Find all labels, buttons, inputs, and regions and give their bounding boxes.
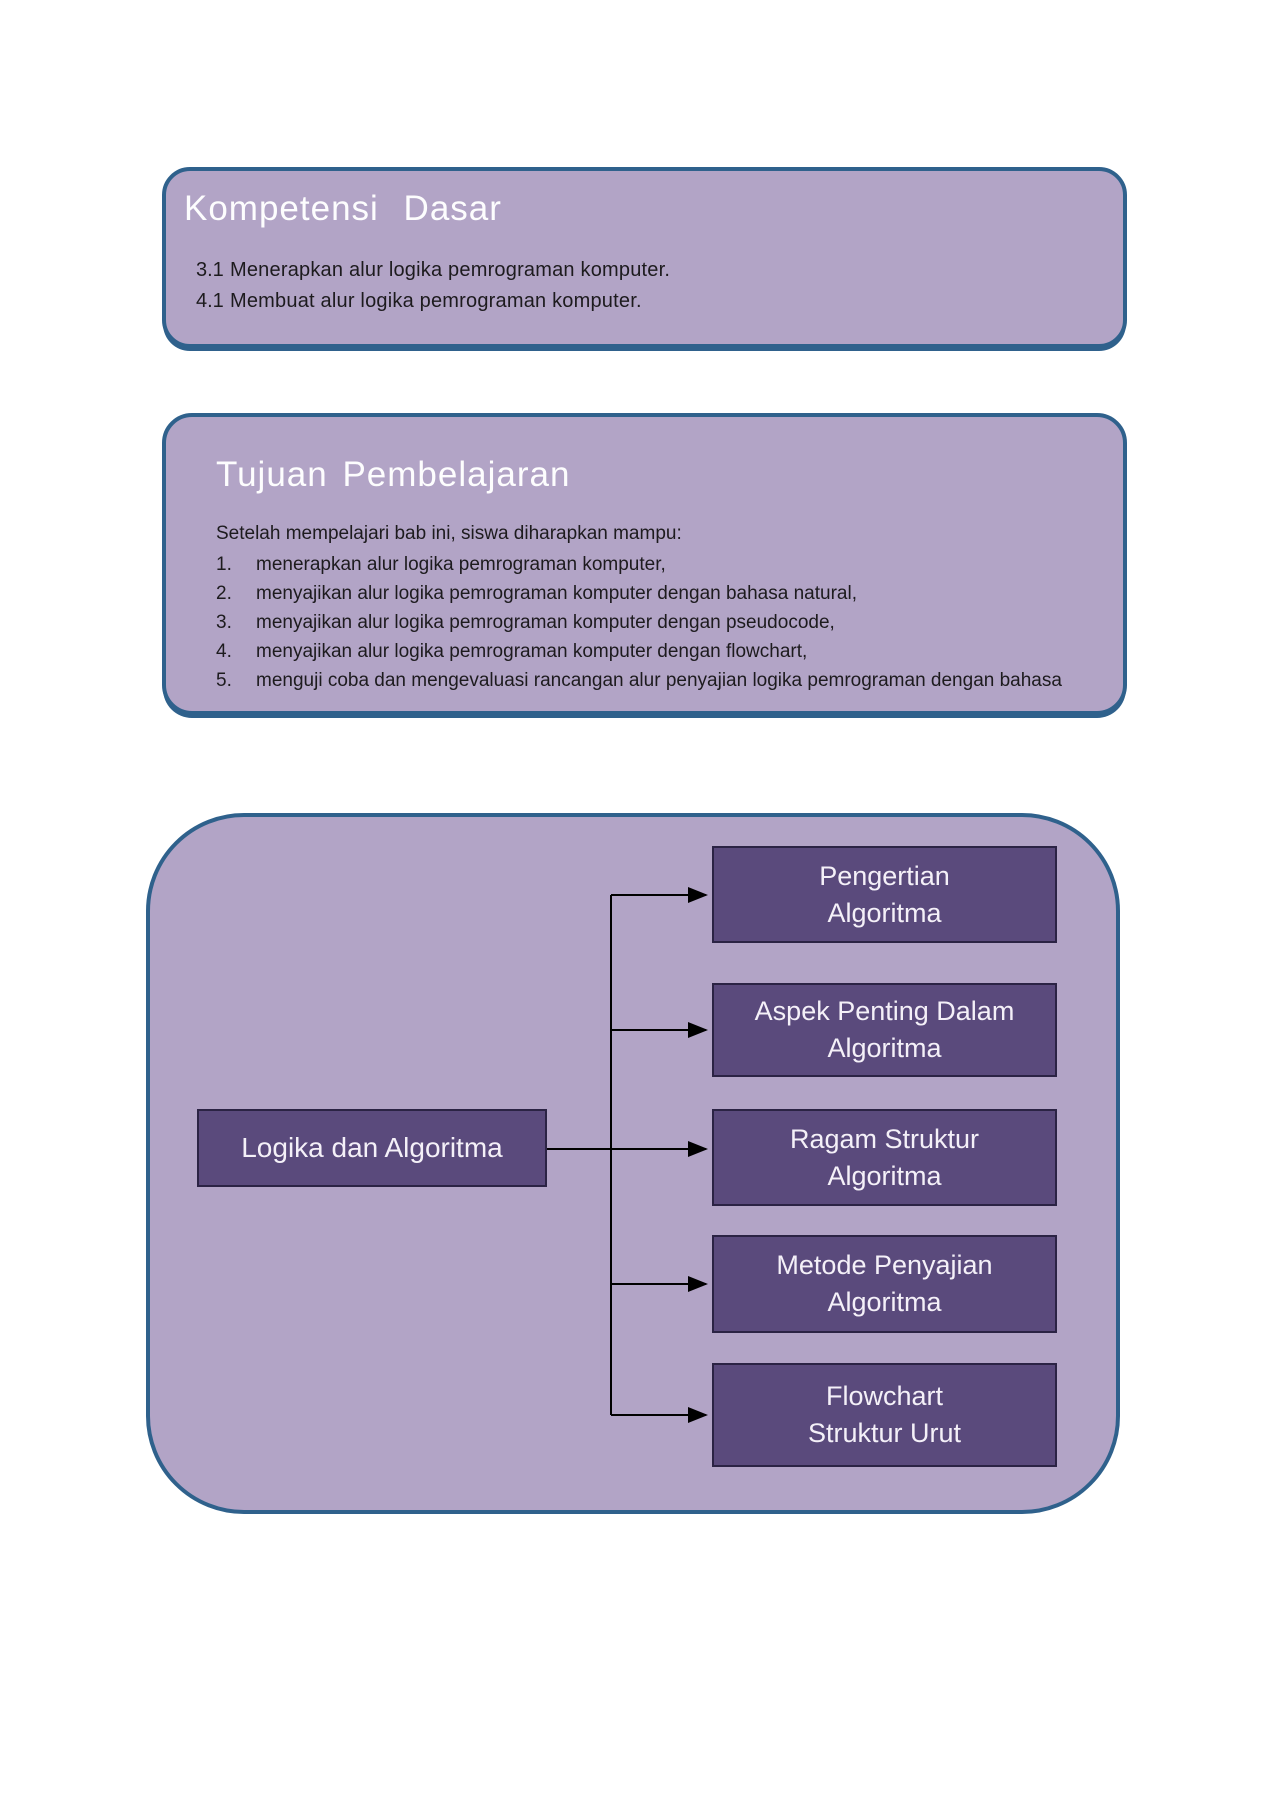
- root-node-label: Logika dan Algoritma: [241, 1132, 503, 1163]
- tp-item-row: [216, 579, 1123, 608]
- node-label-line: Ragam Struktur: [789, 1123, 980, 1154]
- kd-item-number: 4.1: [196, 290, 224, 312]
- tp-item-text: menguji coba dan mengevaluasi rancangan alur penyajian logika pemrograman dengan bahasa: [256, 670, 1062, 691]
- diagram-node-aspek-penting: [712, 983, 1057, 1077]
- tp-item-number: 5.: [216, 670, 232, 691]
- tp-item-number: 4.: [216, 641, 232, 662]
- tp-item-row: [216, 666, 1123, 695]
- tp-item-text: menerapkan alur logika pemrograman komputer,: [256, 554, 666, 575]
- diagram-node-metode-penyajian: [712, 1235, 1057, 1333]
- diagram-node-flowchart-struktur-urut: [712, 1363, 1057, 1467]
- tp-item-number: 2.: [216, 583, 232, 604]
- tujuan-pembelajaran-panel: [162, 413, 1127, 715]
- tp-item-row: [216, 608, 1123, 637]
- kd-item-row: [196, 286, 1123, 317]
- diagram-root-node: [197, 1109, 547, 1187]
- node-label-line: Aspek Penting Dalam: [754, 996, 1015, 1026]
- kompetensi-dasar-title: Kompetensi Dasar: [184, 189, 502, 228]
- node-label-line: Algoritma: [827, 1160, 942, 1191]
- tp-item-number: 3.: [216, 612, 232, 633]
- concept-map-panel: [146, 813, 1120, 1514]
- node-label-line: Struktur Urut: [807, 1418, 962, 1448]
- kd-item-text: Menerapkan alur logika pemrograman komputer.: [230, 259, 671, 281]
- tp-item-text: menyajikan alur logika pemrograman komputer dengan pseudocode,: [256, 612, 835, 633]
- diagram-node-pengertian-algoritma: [712, 846, 1057, 943]
- kompetensi-dasar-list: [196, 255, 1123, 317]
- tp-item-text: menyajikan alur logika pemrograman komputer dengan flowchart,: [256, 641, 808, 662]
- tujuan-intro-text: Setelah mempelajari bab ini, siswa diharapkan mampu:: [216, 523, 682, 544]
- node-label-line: Algoritma: [827, 897, 942, 928]
- tp-item-row: [216, 550, 1123, 579]
- node-label-line: Metode Penyajian: [776, 1250, 993, 1280]
- node-label-line: Flowchart: [825, 1381, 944, 1411]
- node-label-line: Algoritma: [827, 1287, 942, 1317]
- tujuan-list: [216, 550, 1123, 695]
- kd-item-number: 3.1: [196, 259, 224, 281]
- kompetensi-dasar-panel: [162, 167, 1127, 348]
- node-label-line: Algoritma: [827, 1033, 942, 1063]
- tujuan-pembelajaran-title: Tujuan Pembelajaran: [216, 455, 571, 494]
- tp-item-row: [216, 637, 1123, 666]
- node-label-line: Pengertian: [819, 860, 950, 891]
- tp-item-number: 1.: [216, 554, 232, 575]
- kd-item-row: [196, 255, 1123, 286]
- kd-item-text: Membuat alur logika pemrograman komputer.: [230, 290, 642, 312]
- diagram-node-ragam-struktur: [712, 1109, 1057, 1206]
- tp-item-text: menyajikan alur logika pemrograman komputer dengan bahasa natural,: [256, 583, 857, 604]
